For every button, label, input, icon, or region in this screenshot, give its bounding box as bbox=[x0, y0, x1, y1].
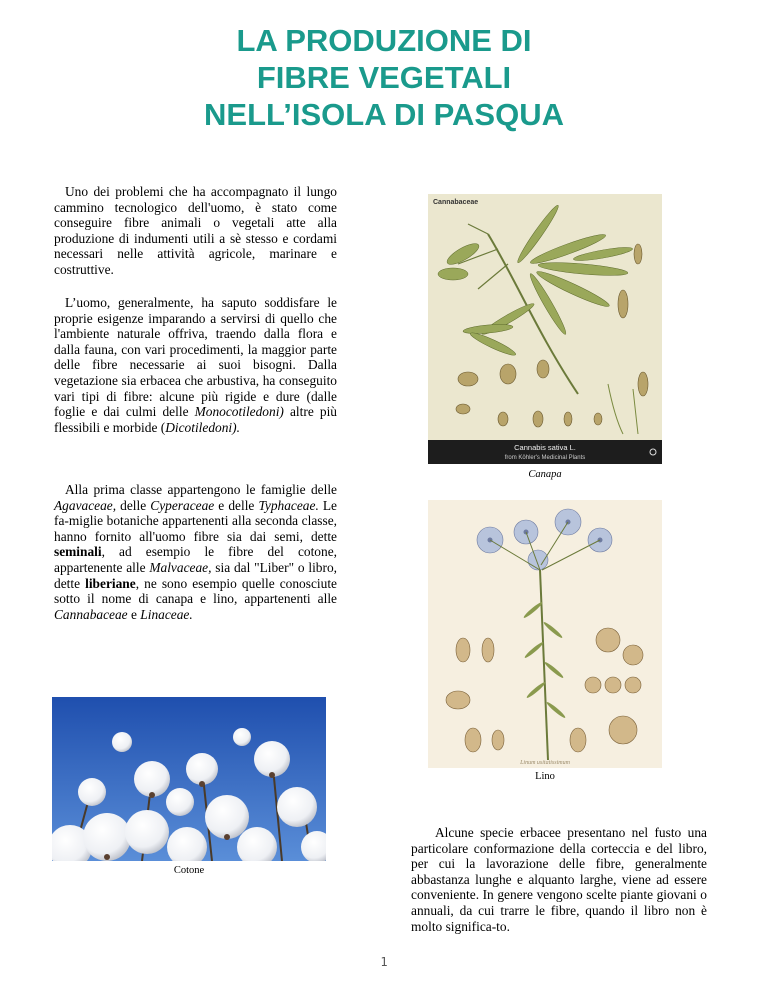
paragraph-intro-text: Uno dei problemi che ha accompagnato il lungo cammino tecnologico dell'uomo, è stato come conseguire fibre animali o vegetali atte alla produzione di indumenti utili a sè stesso e cordami necessari nelle attività agricole, marinare e costruttive. bbox=[54, 184, 337, 277]
paragraph-intro bbox=[54, 184, 337, 278]
title-line-2: FIBRE VEGETALI bbox=[256, 60, 512, 95]
paragraph-text: L’uomo, generalmente, ha saputo soddisfare le proprie esigenze imparando a servirsi di quello che l'ambiente naturale offriva, traendo dalla flora e dalla fauna, con vari procedimenti, la maggior parte delle fibre necessarie ai suoi bisogni. Dalla vegetazione sia erbacea che arbustiva, ha conseguito vari tipi di fibre: alcune più rigide e dure (dalle foglie e dai culmi delle bbox=[54, 295, 337, 420]
canapa-plate-header: Cannabaceae bbox=[433, 199, 479, 206]
paragraph-text: sia dal "Liber" o libro, dette bbox=[54, 559, 337, 591]
cotone-photo bbox=[52, 697, 326, 861]
paragraph-classes bbox=[54, 482, 337, 622]
page-number: 1 bbox=[380, 955, 388, 969]
paragraph-text: e bbox=[127, 606, 141, 622]
lino-caption: Lino bbox=[535, 771, 555, 782]
italic-term: Cyperaceae bbox=[150, 497, 215, 513]
cotone-figure bbox=[52, 697, 326, 861]
paragraph-text: e delle bbox=[214, 497, 259, 513]
paragraph-fibre-sources bbox=[54, 295, 337, 435]
italic-term: Typhaceae. bbox=[258, 497, 319, 513]
canapa-illustration bbox=[428, 194, 662, 464]
italic-term: Dicotiledoni). bbox=[165, 419, 240, 435]
italic-term: Monocotiledoni) bbox=[194, 404, 284, 420]
title-line-1: LA PRODUZIONE DI bbox=[236, 23, 532, 58]
bold-term: liberiane bbox=[85, 575, 136, 591]
italic-term: Linaceae. bbox=[140, 606, 193, 622]
paragraph-text: delle bbox=[116, 497, 151, 513]
paragraph-text: , ne sono esempio quelle conosciute sotto il nome di canapa e lino, appartenenti alle bbox=[54, 575, 337, 607]
paragraph-herbaceous-species bbox=[411, 825, 707, 934]
title-line-3: NELL’ISOLA DI PASQUA bbox=[204, 97, 564, 132]
canapa-plate-source: from Köhler's Medicinal Plants bbox=[504, 455, 586, 461]
canapa-figure bbox=[428, 194, 662, 464]
paragraph-text: altre più flessibili e morbide ( bbox=[54, 404, 337, 435]
lino-illustration bbox=[428, 500, 662, 768]
lino-figure bbox=[428, 500, 662, 768]
italic-term: Malvaceae, bbox=[149, 559, 212, 575]
italic-term: Cannabaceae bbox=[54, 606, 128, 622]
canapa-caption: Canapa bbox=[528, 469, 562, 480]
canapa-plate-species: Cannabis sativa L. bbox=[514, 443, 576, 452]
paragraph-text: , ad esempio le fibre del cotone, appartenente alle bbox=[54, 544, 337, 575]
paragraph-text: Alla prima classe appartengono le famiglie delle bbox=[65, 482, 337, 497]
italic-term: Agavaceae, bbox=[54, 497, 117, 513]
paragraph-herbaceous-text: Alcune specie erbacee presentano nel fusto una particolare conformazione della corteccia e del libro, per cui la lavorazione delle fibre, generalmente abbastanza lunghe e alquanto larghe, viene ad essere conveniente. In genere vengono scelte piante giovani o annuali, da cui trarre le fibre, quando il libro non è molto significa-to. bbox=[411, 825, 707, 934]
lino-plate-label: Linum usitatissimum bbox=[520, 760, 570, 766]
cotone-caption: Cotone bbox=[173, 865, 205, 876]
paragraph-text: Le fa-miglie botaniche appartenenti alla seconda classe, hanno fornito all'uomo fibre sia dai semi, dette bbox=[54, 497, 337, 544]
page-title bbox=[0, 22, 768, 133]
bold-term: seminali bbox=[54, 544, 102, 560]
